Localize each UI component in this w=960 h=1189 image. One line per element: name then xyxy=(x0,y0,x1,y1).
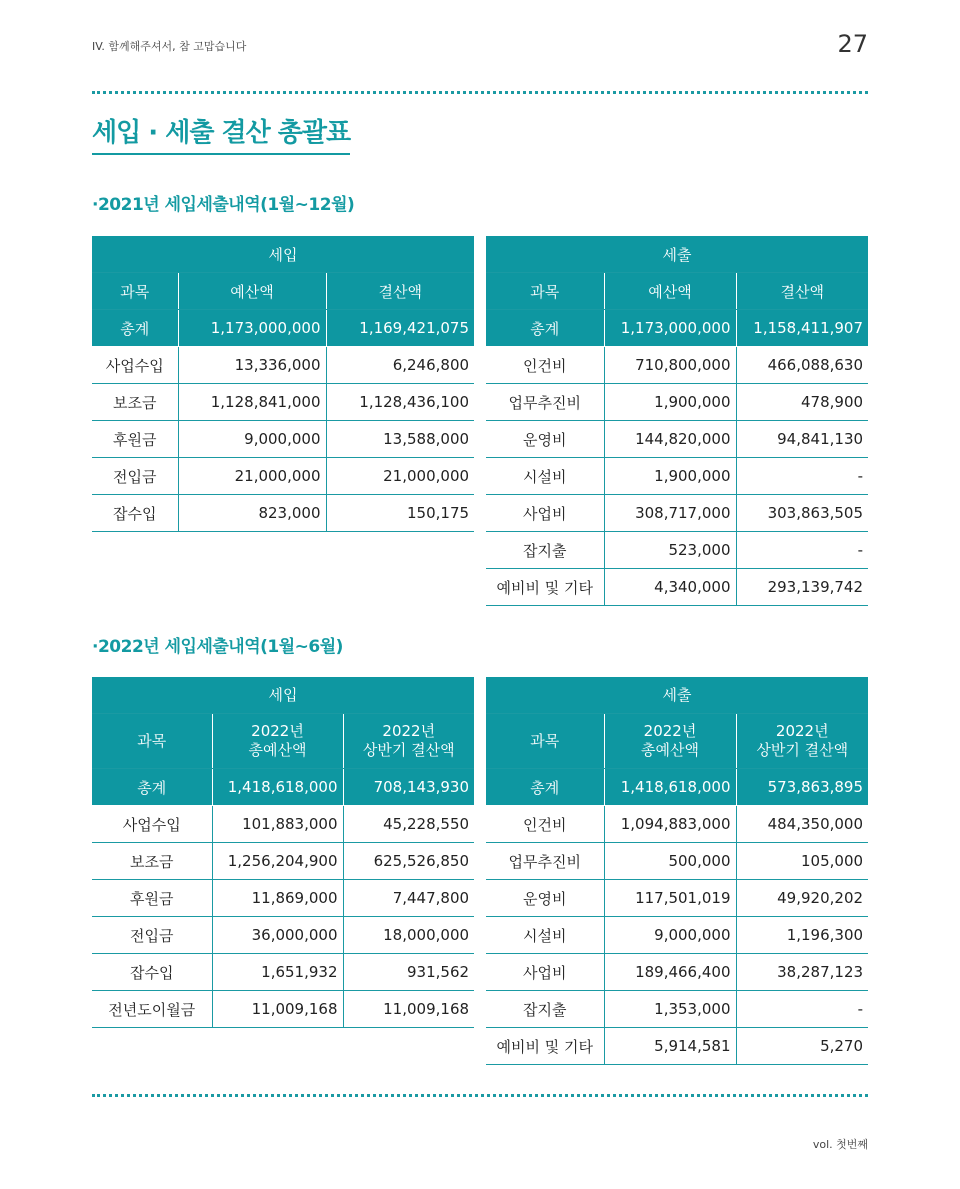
table-row xyxy=(92,954,474,991)
row-label: 총계 xyxy=(92,310,178,347)
amount-cell: 1,353,000 xyxy=(604,991,736,1028)
row-label: 잡수입 xyxy=(92,495,178,532)
row-label: 시설비 xyxy=(486,458,604,495)
table-row xyxy=(92,843,474,880)
total-row xyxy=(486,310,868,347)
table-row xyxy=(486,458,868,495)
amount-cell: 49,920,202 xyxy=(736,880,868,917)
footer-volume: vol. 첫번째 xyxy=(812,1138,868,1151)
row-label: 전년도이월금 xyxy=(92,991,212,1028)
total-row xyxy=(92,310,474,347)
table-row xyxy=(486,917,868,954)
amount-cell: 1,094,883,000 xyxy=(604,806,736,843)
amount-cell: 1,169,421,075 xyxy=(326,310,474,347)
column-header: 예산액 xyxy=(178,273,326,310)
table-row xyxy=(486,1028,868,1065)
amount-cell: 1,158,411,907 xyxy=(736,310,868,347)
amount-cell: 189,466,400 xyxy=(604,954,736,991)
table-row xyxy=(486,569,868,606)
bottom-dotted-divider xyxy=(92,1094,868,1097)
column-header: 2022년 상반기 결산액 xyxy=(343,714,474,769)
amount-cell: 117,501,019 xyxy=(604,880,736,917)
amount-cell: 11,009,168 xyxy=(343,991,474,1028)
table-row xyxy=(486,495,868,532)
table-row xyxy=(486,806,868,843)
row-label: 사업수입 xyxy=(92,806,212,843)
amount-cell: 94,841,130 xyxy=(736,421,868,458)
row-label: 보조금 xyxy=(92,843,212,880)
row-label: 업무추진비 xyxy=(486,384,604,421)
row-label: 총계 xyxy=(92,769,212,806)
total-row xyxy=(92,769,474,806)
table-row xyxy=(486,880,868,917)
amount-cell: - xyxy=(736,458,868,495)
table-row xyxy=(92,917,474,954)
amount-cell: 21,000,000 xyxy=(178,458,326,495)
amount-cell: 1,651,932 xyxy=(212,954,343,991)
amount-cell: 21,000,000 xyxy=(326,458,474,495)
column-header: 2022년 총예산액 xyxy=(212,714,343,769)
amount-cell: - xyxy=(736,532,868,569)
row-label: 업무추진비 xyxy=(486,843,604,880)
amount-cell: 931,562 xyxy=(343,954,474,991)
table-caption: 세출 xyxy=(486,236,868,273)
table-row xyxy=(486,954,868,991)
amount-cell: 1,128,436,100 xyxy=(326,384,474,421)
amount-cell: 1,256,204,900 xyxy=(212,843,343,880)
amount-cell: 18,000,000 xyxy=(343,917,474,954)
top-dotted-divider xyxy=(92,91,868,94)
table-caption: 세입 xyxy=(92,236,474,273)
column-header: 결산액 xyxy=(326,273,474,310)
row-label: 시설비 xyxy=(486,917,604,954)
amount-cell: 105,000 xyxy=(736,843,868,880)
row-label: 인건비 xyxy=(486,806,604,843)
table-row xyxy=(92,421,474,458)
table-row xyxy=(486,347,868,384)
row-label: 보조금 xyxy=(92,384,178,421)
amount-cell: 293,139,742 xyxy=(736,569,868,606)
amount-cell: 625,526,850 xyxy=(343,843,474,880)
table-2021-income xyxy=(92,236,474,532)
row-label: 사업비 xyxy=(486,954,604,991)
amount-cell: 7,447,800 xyxy=(343,880,474,917)
amount-cell: 523,000 xyxy=(604,532,736,569)
amount-cell: 5,914,581 xyxy=(604,1028,736,1065)
row-label: 예비비 및 기타 xyxy=(486,1028,604,1065)
column-header: 2022년 총예산액 xyxy=(604,714,736,769)
table-row xyxy=(92,495,474,532)
amount-cell: 466,088,630 xyxy=(736,347,868,384)
amount-cell: 38,287,123 xyxy=(736,954,868,991)
row-label: 예비비 및 기타 xyxy=(486,569,604,606)
amount-cell: 573,863,895 xyxy=(736,769,868,806)
table-2021-expense xyxy=(486,236,868,606)
amount-cell: 144,820,000 xyxy=(604,421,736,458)
amount-cell: 484,350,000 xyxy=(736,806,868,843)
table-row xyxy=(92,880,474,917)
row-label: 총계 xyxy=(486,310,604,347)
amount-cell: 1,418,618,000 xyxy=(212,769,343,806)
table-row xyxy=(486,421,868,458)
row-label: 운영비 xyxy=(486,880,604,917)
amount-cell: 708,143,930 xyxy=(343,769,474,806)
page-number: 27 xyxy=(837,30,868,58)
amount-cell: 308,717,000 xyxy=(604,495,736,532)
table-row xyxy=(486,843,868,880)
amount-cell: 1,196,300 xyxy=(736,917,868,954)
table-row xyxy=(486,384,868,421)
amount-cell: 1,173,000,000 xyxy=(604,310,736,347)
table-row xyxy=(486,991,868,1028)
section-heading-2021: ·2021년 세입세출내역(1월~12월) xyxy=(92,195,355,215)
column-header: 2022년 상반기 결산액 xyxy=(736,714,868,769)
amount-cell: 4,340,000 xyxy=(604,569,736,606)
column-header: 과목 xyxy=(92,714,212,769)
row-label: 후원금 xyxy=(92,880,212,917)
row-label: 잡수입 xyxy=(92,954,212,991)
table-2022-expense xyxy=(486,677,868,1065)
column-header: 과목 xyxy=(486,273,604,310)
row-label: 잡지출 xyxy=(486,532,604,569)
column-header: 결산액 xyxy=(736,273,868,310)
amount-cell: 1,900,000 xyxy=(604,458,736,495)
row-label: 전입금 xyxy=(92,458,178,495)
row-label: 인건비 xyxy=(486,347,604,384)
amount-cell: 1,173,000,000 xyxy=(178,310,326,347)
row-label: 잡지출 xyxy=(486,991,604,1028)
amount-cell: 11,869,000 xyxy=(212,880,343,917)
amount-cell: 823,000 xyxy=(178,495,326,532)
amount-cell: 478,900 xyxy=(736,384,868,421)
amount-cell: 13,336,000 xyxy=(178,347,326,384)
table-caption: 세출 xyxy=(486,677,868,714)
amount-cell: 13,588,000 xyxy=(326,421,474,458)
row-label: 전입금 xyxy=(92,917,212,954)
amount-cell: 11,009,168 xyxy=(212,991,343,1028)
amount-cell: 5,270 xyxy=(736,1028,868,1065)
amount-cell: 710,800,000 xyxy=(604,347,736,384)
table-2022-income xyxy=(92,677,474,1028)
amount-cell: 303,863,505 xyxy=(736,495,868,532)
amount-cell: 6,246,800 xyxy=(326,347,474,384)
table-row xyxy=(92,991,474,1028)
amount-cell: 1,418,618,000 xyxy=(604,769,736,806)
amount-cell: 36,000,000 xyxy=(212,917,343,954)
amount-cell: 9,000,000 xyxy=(604,917,736,954)
row-label: 운영비 xyxy=(486,421,604,458)
amount-cell: 150,175 xyxy=(326,495,474,532)
table-row xyxy=(92,458,474,495)
row-label: 사업수입 xyxy=(92,347,178,384)
amount-cell: 1,900,000 xyxy=(604,384,736,421)
row-label: 사업비 xyxy=(486,495,604,532)
section-heading-2022: ·2022년 세입세출내역(1월~6월) xyxy=(92,637,343,657)
amount-cell: 45,228,550 xyxy=(343,806,474,843)
column-header: 과목 xyxy=(486,714,604,769)
table-row xyxy=(92,347,474,384)
page-title: 세입 · 세출 결산 총괄표 xyxy=(92,112,350,155)
table-row xyxy=(486,532,868,569)
amount-cell: 500,000 xyxy=(604,843,736,880)
column-header: 예산액 xyxy=(604,273,736,310)
row-label: 총계 xyxy=(486,769,604,806)
row-label: 후원금 xyxy=(92,421,178,458)
amount-cell: 101,883,000 xyxy=(212,806,343,843)
table-row xyxy=(92,384,474,421)
amount-cell: 1,128,841,000 xyxy=(178,384,326,421)
table-row xyxy=(92,806,474,843)
amount-cell: - xyxy=(736,991,868,1028)
amount-cell: 9,000,000 xyxy=(178,421,326,458)
table-caption: 세입 xyxy=(92,677,474,714)
column-header: 과목 xyxy=(92,273,178,310)
chapter-header: IV. 함께해주셔서, 참 고맙습니다 xyxy=(92,40,247,53)
total-row xyxy=(486,769,868,806)
